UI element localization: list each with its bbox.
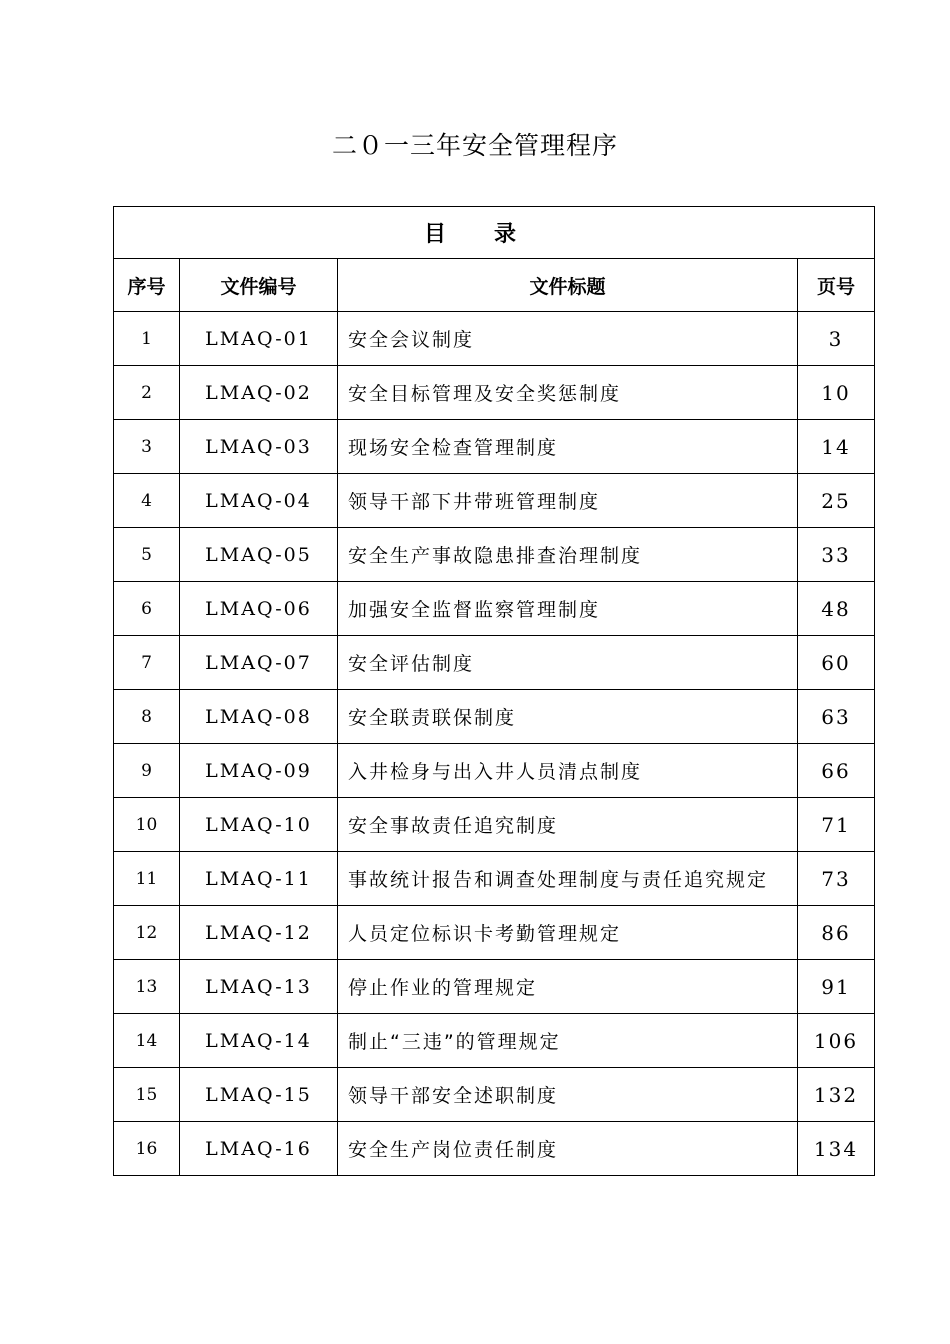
table-row [114,690,875,744]
row-seq: 8 [114,690,180,744]
row-title: 人员定位标识卡考勤管理规定 [338,906,798,960]
row-title: 制止“三违”的管理规定 [338,1014,798,1068]
row-title: 安全会议制度 [338,312,798,366]
row-page: 91 [798,960,875,1014]
row-title: 安全联责联保制度 [338,690,798,744]
row-page: 10 [798,366,875,420]
row-page: 86 [798,906,875,960]
row-code: LMAQ-07 [180,636,338,690]
row-page: 33 [798,528,875,582]
row-title: 事故统计报告和调查处理制度与责任追究规定 [338,852,798,906]
row-code: LMAQ-16 [180,1122,338,1176]
row-seq: 2 [114,366,180,420]
table-row [114,528,875,582]
row-code: LMAQ-02 [180,366,338,420]
table-row [114,312,875,366]
row-page: 48 [798,582,875,636]
row-seq: 14 [114,1014,180,1068]
table-row [114,852,875,906]
table-row [114,798,875,852]
table-row [114,906,875,960]
row-code: LMAQ-06 [180,582,338,636]
row-seq: 3 [114,420,180,474]
toc-body [114,312,875,1176]
row-title: 现场安全检查管理制度 [338,420,798,474]
row-page: 25 [798,474,875,528]
table-row [114,474,875,528]
row-code: LMAQ-03 [180,420,338,474]
row-seq: 16 [114,1122,180,1176]
row-code: LMAQ-10 [180,798,338,852]
row-code: LMAQ-04 [180,474,338,528]
table-of-contents [113,206,875,1176]
table-row [114,420,875,474]
row-code: LMAQ-05 [180,528,338,582]
row-title: 安全生产事故隐患排查治理制度 [338,528,798,582]
row-page: 71 [798,798,875,852]
row-page: 106 [798,1014,875,1068]
row-title: 安全目标管理及安全奖惩制度 [338,366,798,420]
row-title: 安全生产岗位责任制度 [338,1122,798,1176]
row-code: LMAQ-09 [180,744,338,798]
row-page: 134 [798,1122,875,1176]
row-seq: 6 [114,582,180,636]
row-title: 领导干部安全述职制度 [338,1068,798,1122]
row-page: 63 [798,690,875,744]
row-seq: 1 [114,312,180,366]
row-title: 安全评估制度 [338,636,798,690]
row-page: 14 [798,420,875,474]
toc-caption: 目录 [114,207,875,259]
row-page: 3 [798,312,875,366]
table-row [114,582,875,636]
row-seq: 9 [114,744,180,798]
header-seq: 序号 [114,259,180,312]
toc-caption-row [114,207,875,259]
document-title: 二０一三年安全管理程序 [331,131,618,160]
table-row [114,1068,875,1122]
row-code: LMAQ-08 [180,690,338,744]
row-code: LMAQ-14 [180,1014,338,1068]
row-seq: 5 [114,528,180,582]
row-title: 停止作业的管理规定 [338,960,798,1014]
table-row [114,366,875,420]
row-code: LMAQ-13 [180,960,338,1014]
row-seq: 15 [114,1068,180,1122]
row-page: 132 [798,1068,875,1122]
table-row [114,1014,875,1068]
row-code: LMAQ-11 [180,852,338,906]
row-seq: 13 [114,960,180,1014]
row-title: 入井检身与出入井人员清点制度 [338,744,798,798]
row-title: 安全事故责任追究制度 [338,798,798,852]
header-code: 文件编号 [180,259,338,312]
row-page: 73 [798,852,875,906]
row-code: LMAQ-01 [180,312,338,366]
row-seq: 7 [114,636,180,690]
row-seq: 10 [114,798,180,852]
table-row [114,636,875,690]
row-page: 66 [798,744,875,798]
row-seq: 11 [114,852,180,906]
toc-header-row [114,259,875,312]
row-code: LMAQ-12 [180,906,338,960]
row-page: 60 [798,636,875,690]
table-row [114,744,875,798]
row-seq: 4 [114,474,180,528]
row-seq: 12 [114,906,180,960]
header-title: 文件标题 [338,259,798,312]
table-row [114,1122,875,1176]
header-page: 页号 [798,259,875,312]
table-row [114,960,875,1014]
row-code: LMAQ-15 [180,1068,338,1122]
row-title: 领导干部下井带班管理制度 [338,474,798,528]
row-title: 加强安全监督监察管理制度 [338,582,798,636]
